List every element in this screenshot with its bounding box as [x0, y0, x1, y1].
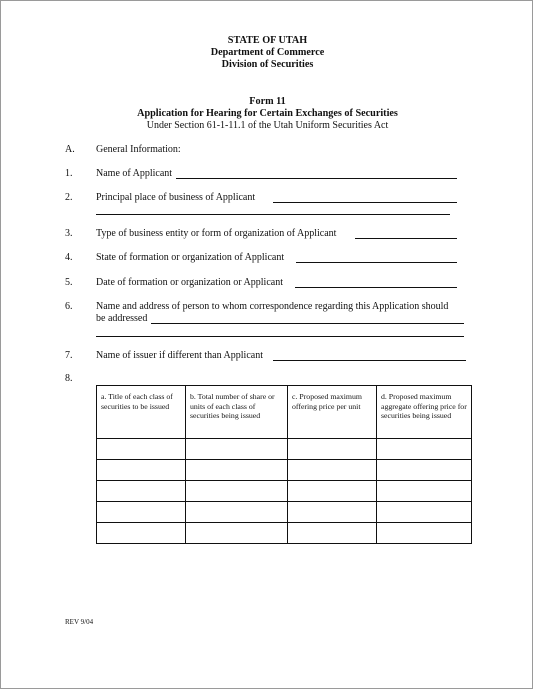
division-heading: Division of Securities [221, 59, 314, 70]
table-cell[interactable] [288, 460, 377, 481]
entity-type-field[interactable] [355, 238, 457, 239]
table-cell[interactable] [97, 481, 186, 502]
revision-note: REV 9/04 [65, 618, 94, 626]
item-5-label: Date of formation or organization or Applicant [96, 277, 283, 288]
item-3-number: 3. [65, 228, 73, 239]
section-a-label: General Information: [96, 144, 181, 155]
column-header-total-number: b. Total number of share or units of each class of securities being issued [186, 386, 288, 439]
principal-place-field-line-2[interactable] [96, 214, 450, 215]
department-heading: Department of Commerce [210, 47, 325, 58]
table-row [97, 439, 472, 460]
item-1-label: Name of Applicant [96, 168, 173, 179]
table-cell[interactable] [186, 439, 288, 460]
table-cell[interactable] [186, 460, 288, 481]
table-cell[interactable] [186, 502, 288, 523]
table-cell[interactable] [97, 523, 186, 544]
item-7-label: Name of issuer if different than Applicant [96, 350, 263, 361]
table-row [97, 481, 472, 502]
item-6-label: Name and address of person to whom correspondence regarding this Application should [96, 301, 449, 312]
section-a-marker: A. [65, 144, 75, 155]
table-row [97, 523, 472, 544]
table-cell[interactable] [97, 502, 186, 523]
item-4-number: 4. [65, 252, 73, 263]
correspondence-contact-field[interactable] [151, 323, 464, 324]
state-heading: STATE OF UTAH [227, 35, 308, 46]
item-6-label-continued: be addressed [96, 313, 148, 324]
formation-state-field[interactable] [296, 262, 457, 263]
correspondence-contact-field-line-2[interactable] [96, 336, 464, 337]
table-cell[interactable] [288, 481, 377, 502]
table-cell[interactable] [97, 439, 186, 460]
item-7-number: 7. [65, 350, 73, 361]
principal-place-field[interactable] [273, 202, 457, 203]
applicant-name-field[interactable] [176, 178, 457, 179]
column-header-aggregate-price: d. Proposed maximum aggregate offering price for securities being issued [377, 386, 472, 439]
item-3-label: Type of business entity or form of organization of Applicant [96, 228, 337, 239]
table-cell[interactable] [288, 523, 377, 544]
table-cell[interactable] [288, 502, 377, 523]
item-1-number: 1. [65, 168, 73, 179]
table-cell[interactable] [377, 502, 472, 523]
table-cell[interactable] [186, 481, 288, 502]
table-cell[interactable] [288, 439, 377, 460]
item-2-number: 2. [65, 192, 73, 203]
column-header-title-of-class: a. Title of each class of securities to be issued [97, 386, 186, 439]
table-row [97, 502, 472, 523]
securities-table [96, 385, 472, 544]
table-cell[interactable] [186, 523, 288, 544]
item-8-number: 8. [65, 373, 73, 384]
formation-date-field[interactable] [295, 287, 457, 288]
form-subtitle: Under Section 61-1-11.1 of the Utah Uniform Securities Act [146, 120, 389, 131]
table-cell[interactable] [377, 523, 472, 544]
item-2-label: Principal place of business of Applicant [96, 192, 256, 203]
form-number: Form 11 [249, 96, 286, 107]
table-header-row [97, 386, 472, 439]
table-cell[interactable] [377, 439, 472, 460]
table-cell[interactable] [377, 481, 472, 502]
table-row [97, 460, 472, 481]
table-cell[interactable] [97, 460, 186, 481]
form-title: Application for Hearing for Certain Exchanges of Securities [137, 108, 398, 119]
item-4-label: State of formation or organization of Applicant [96, 252, 285, 263]
table-cell[interactable] [377, 460, 472, 481]
item-5-number: 5. [65, 277, 73, 288]
issuer-name-field[interactable] [273, 360, 466, 361]
item-6-number: 6. [65, 301, 73, 312]
column-header-price-per-unit: c. Proposed maximum offering price per unit [288, 386, 377, 439]
